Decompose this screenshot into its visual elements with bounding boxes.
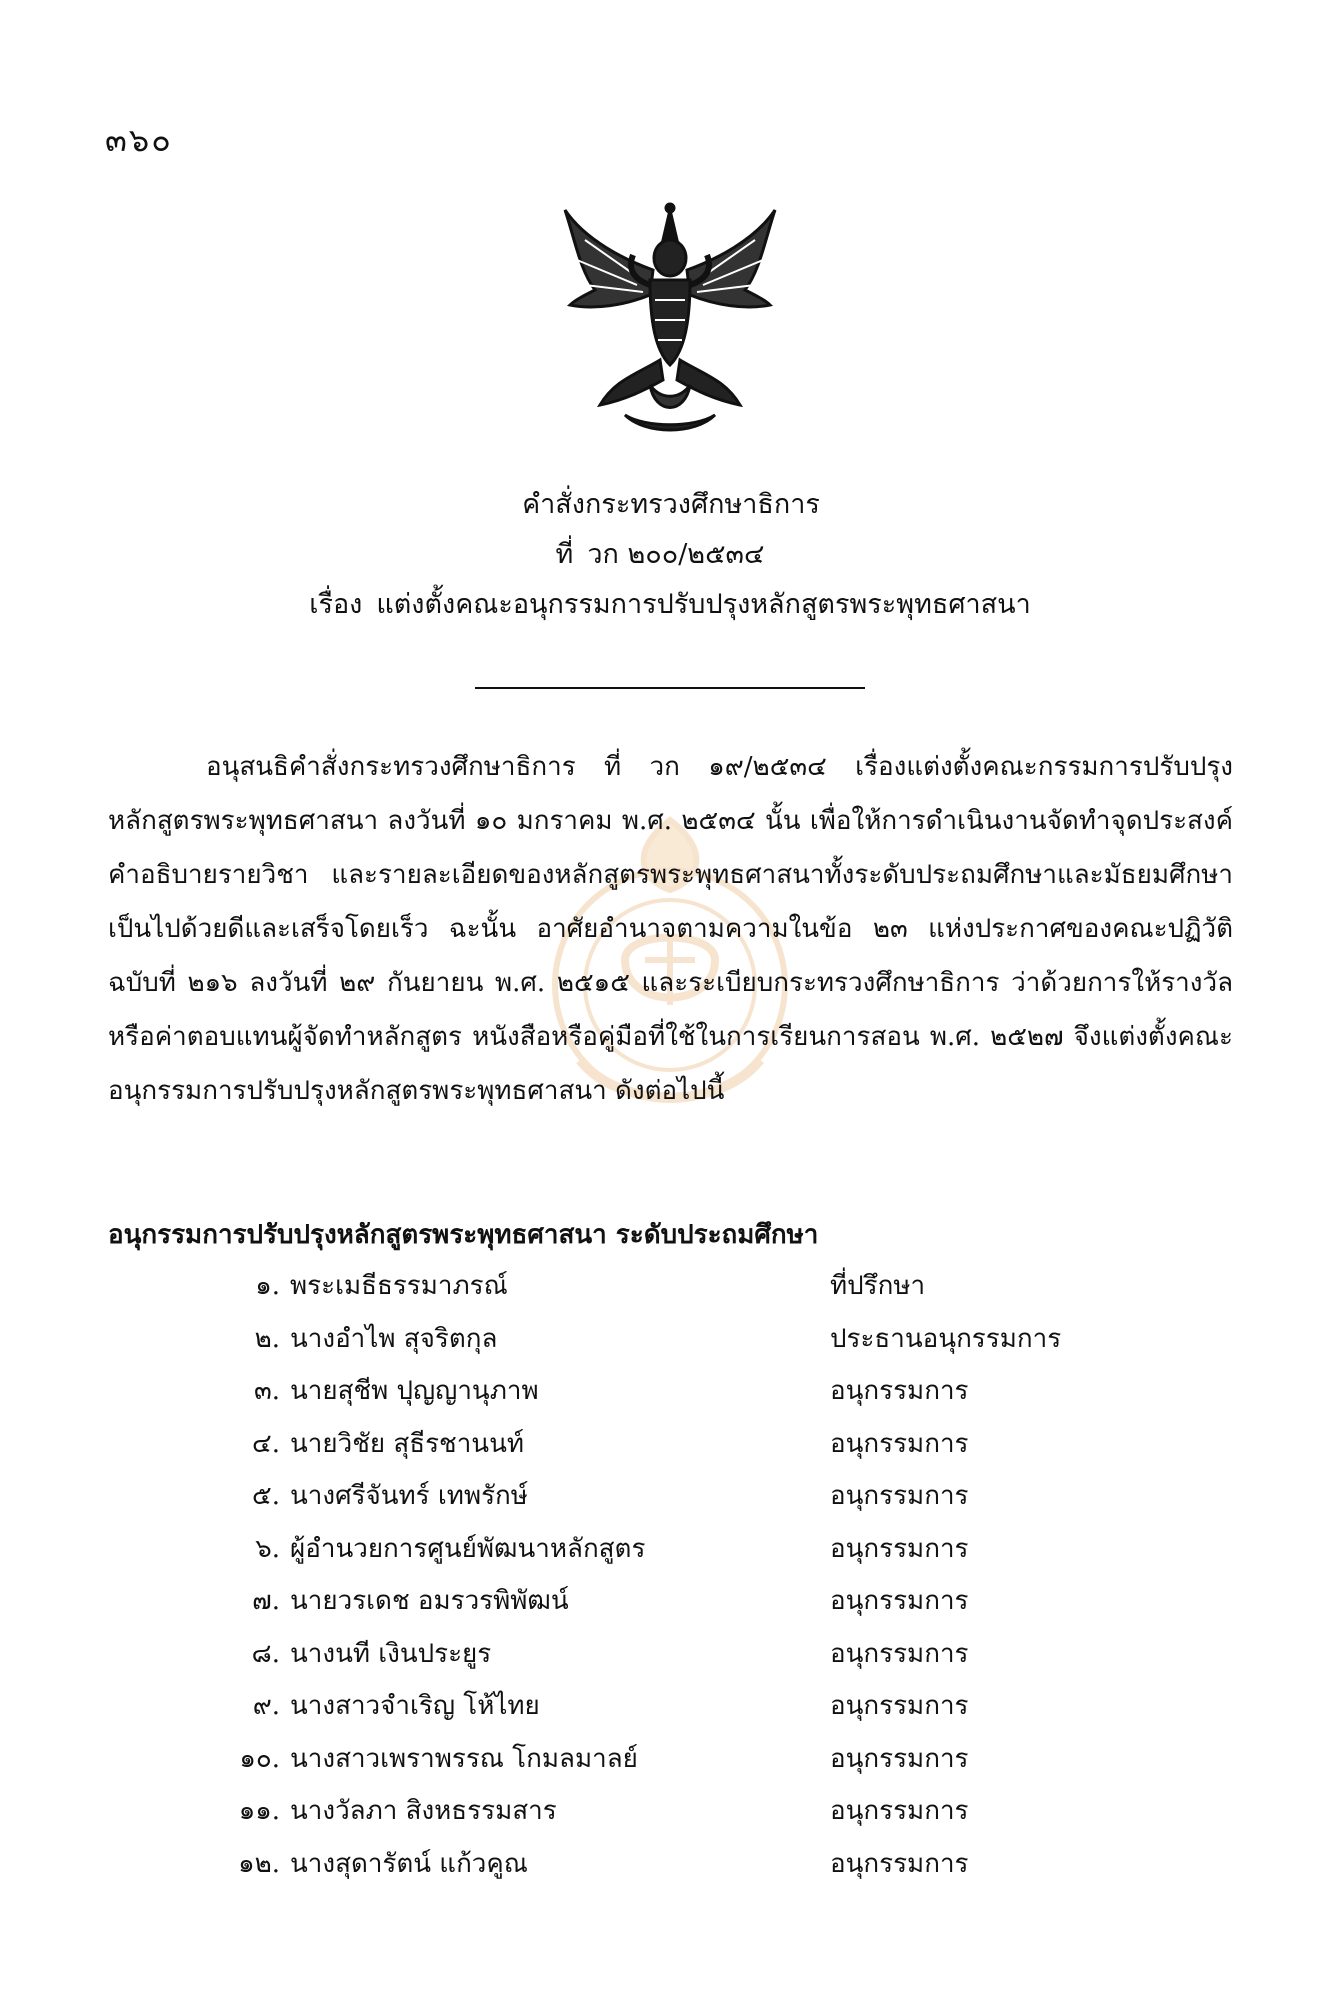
- member-role: อนุกรรมการ: [830, 1691, 969, 1721]
- list-item: [0, 1680, 1340, 1733]
- list-item: [0, 1575, 1340, 1628]
- member-role: อนุกรรมการ: [830, 1586, 969, 1616]
- member-name: นายวรเดช อมรวรพิพัฒน์: [290, 1586, 569, 1616]
- list-item: [0, 1365, 1340, 1418]
- member-name: นายวิชัย สุธีรชานนท์: [290, 1428, 524, 1459]
- list-item: [0, 1785, 1340, 1838]
- member-name: นางสาวเพราพรรณ โกมลมาลย์: [290, 1743, 638, 1774]
- member-name: นางสาวจำเริญ โห้ไทย: [290, 1691, 540, 1721]
- member-role: อนุกรรมการ: [830, 1638, 969, 1669]
- member-number: ๑๐.: [239, 1743, 280, 1774]
- header-divider: [475, 687, 865, 689]
- order-title: คำสั่งกระทรวงศึกษาธิการ: [522, 489, 820, 520]
- order-number-value: วก ๒๐๐/๒๕๓๔: [587, 539, 765, 570]
- body-paragraph: อนุสนธิคำสั่งกระทรวงศึกษาธิการ ที่ วก ๑๙/๒๕๓๔ เรื่องแต่งตั้งคณะกรรมการปรับปรุงหลักสูตรพระพุทธศาสนา ลงวันที่ ๑๐ มกราคม พ.ศ. ๒๕๓๔ นั้น เพื่อให้การดำเนินงานจัดทำจุดประสงค์คำอธิบายรายวิชา และรายละเอียดของหลักสูตรพระพุทธศาสนาทั้งระดับประถมศึกษาและมัธยมศึกษาเป็นไปด้วยดีและเสร็จโดยเร็ว ฉะนั้น อาศัยอำนาจตามความในข้อ ๒๓ แห่งประกาศของคณะปฏิวัติฉบับที่ ๒๑๖ ลงวันที่ ๒๙ กันยายน พ.ศ. ๒๕๑๕ และระเบียบกระทรวงศึกษาธิการ ว่าด้วยการให้รางวัลหรือค่าตอบแทนผู้จัดทำหลักสูตร หนังสือหรือคู่มือที่ใช้ในการเรียนการสอน พ.ศ. ๒๕๒๗ จึงแต่งตั้งคณะอนุกรรมการปรับปรุงหลักสูตรพระพุทธศาสนา ดังต่อไปนี้: [108, 752, 1233, 1106]
- member-role: ประธานอนุกรรมการ: [830, 1323, 1062, 1354]
- member-number: ๔.: [252, 1428, 280, 1459]
- list-item: [0, 1470, 1340, 1523]
- member-list: [0, 1260, 1340, 1890]
- member-name: พระเมธีธรรมาภรณ์: [290, 1271, 508, 1301]
- member-number: ๕.: [252, 1481, 280, 1511]
- order-subject: [0, 580, 1340, 630]
- member-name: ผู้อำนวยการศูนย์พัฒนาหลักสูตร: [290, 1533, 646, 1564]
- page-number: ๓๖๐: [105, 121, 173, 159]
- member-role: อนุกรรมการ: [830, 1743, 969, 1774]
- order-subject-label: เรื่อง: [309, 589, 363, 620]
- member-name: นางนที เงินประยูร: [290, 1638, 492, 1669]
- member-role: อนุกรรมการ: [830, 1533, 969, 1564]
- member-role: อนุกรรมการ: [830, 1848, 969, 1879]
- section-heading: อนุกรรมการปรับปรุงหลักสูตรพระพุทธศาสนา ระดับประถมศึกษา: [108, 1220, 819, 1250]
- member-number: ๓.: [253, 1376, 280, 1406]
- list-item: [0, 1260, 1340, 1313]
- member-number: ๘.: [251, 1638, 280, 1669]
- member-number: ๑๑.: [238, 1796, 280, 1826]
- order-number: [0, 530, 1330, 580]
- garuda-emblem-icon: [555, 200, 785, 440]
- member-number: ๙.: [252, 1691, 280, 1721]
- list-item: [0, 1838, 1340, 1891]
- member-role: อนุกรรมการ: [830, 1428, 969, 1459]
- member-number: ๗.: [252, 1586, 280, 1616]
- list-item: [0, 1733, 1340, 1786]
- member-name: นางวัลภา สิงหธรรมสาร: [290, 1796, 557, 1826]
- member-number: ๖.: [255, 1533, 280, 1564]
- list-item: [0, 1628, 1340, 1681]
- member-name: นางอำไพ สุจริตกุล: [290, 1323, 498, 1354]
- member-role: อนุกรรมการ: [830, 1481, 969, 1511]
- member-number: ๑๒.: [238, 1848, 280, 1879]
- member-number: ๑.: [255, 1271, 280, 1301]
- order-subject-value: แต่งตั้งคณะอนุกรรมการปรับปรุงหลักสูตรพระพุทธศาสนา: [376, 589, 1031, 620]
- list-item: [0, 1523, 1340, 1576]
- member-name: นายสุชีพ ปุญญานุภาพ: [290, 1376, 539, 1406]
- list-item: [0, 1418, 1340, 1471]
- list-item: [0, 1313, 1340, 1366]
- member-role: อนุกรรมการ: [830, 1376, 969, 1406]
- member-name: นางสุดารัตน์ แก้วคูณ: [290, 1848, 528, 1879]
- member-role: ที่ปรึกษา: [830, 1271, 926, 1301]
- member-number: ๒.: [254, 1323, 280, 1354]
- member-role: อนุกรรมการ: [830, 1796, 969, 1826]
- order-number-label: ที่: [555, 539, 574, 570]
- member-name: นางศรีจันทร์ เทพรักษ์: [290, 1481, 528, 1511]
